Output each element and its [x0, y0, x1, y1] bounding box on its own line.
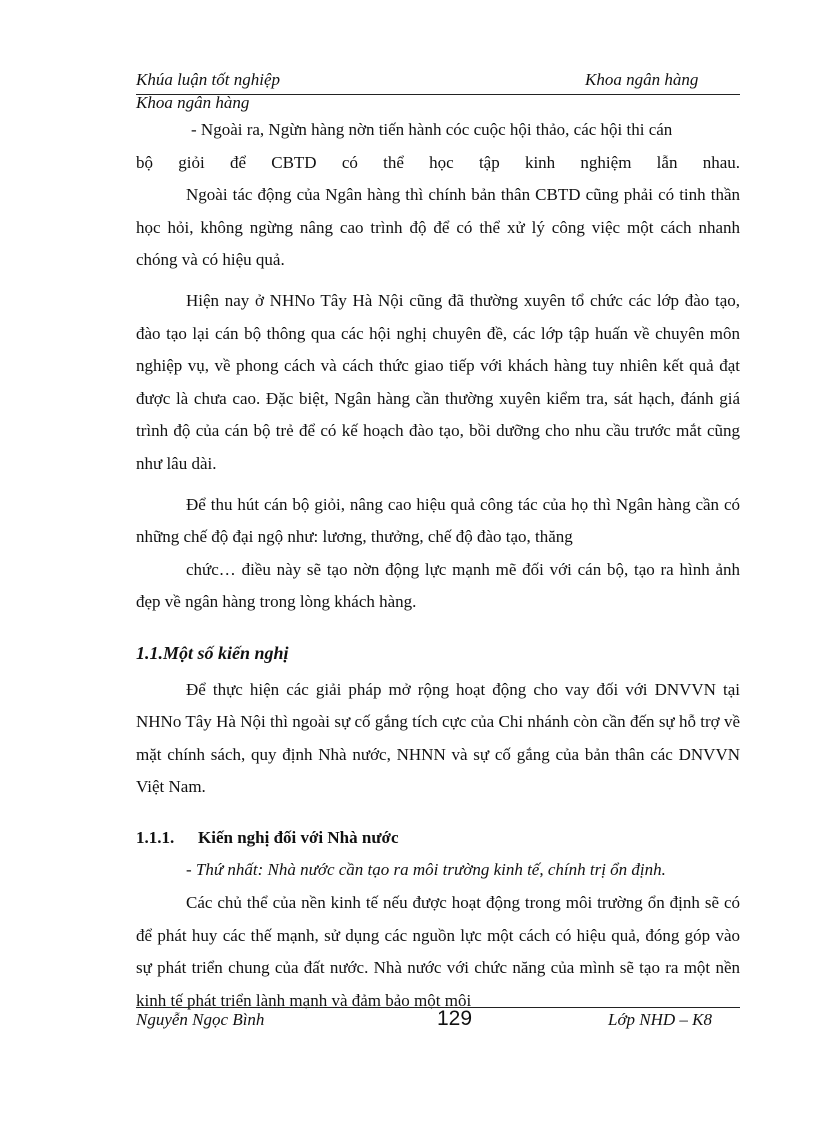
header-faculty: Khoa ngân hàng: [585, 70, 699, 89]
subsection-title: Kiến nghị đối với Nhà nước: [198, 827, 399, 847]
paragraph-5: Để thực hiện các giải pháp mở rộng hoạt động cho vay đối với DNVVN tại NHNo Tây Hà Nội thì ngoài sự cố gắng tích cực của Chi nhánh còn cần đến sự hỗ trợ về mặt chính sách, quy định Nhà nước, NHNN và sự cố gắng của bản thân các DNVVN Việt Nam.: [136, 679, 740, 797]
paragraph-4: Để thu hút cán bộ giỏi, nâng cao hiệu quả công tác của họ thì Ngân hàng cần có những chế độ đại ngộ như: lương, thưởng, chế độ đào tạo, thăng: [136, 494, 740, 547]
paragraph-3: Hiện nay ở NHNo Tây Hà Nội cũng đã thường xuyên tổ chức các lớp đào tạo, đào tạo lại cán bộ thông qua các hội nghị chuyên đề, các lớp tập huấn về chuyên môn nghiệp vụ, về phong cách và cách thức giao tiếp với khách hàng tuy nhiên kết quả đạt được là chưa cao. Đặc biệt, Ngân hàng cần thường xuyên kiểm tra, sát hạch, đánh giá trình độ của cán bộ trẻ để có kế hoạch đào tạo, bồi dưỡng cho nhu cầu trước mắt cũng như lâu dài.: [136, 290, 740, 473]
paragraph-1-line-1: - Ngoài ra, Ngừn hàng nờn tiến hành cóc cuộc hội thảo, các hội thi cán: [191, 120, 673, 139]
page-number: 129: [437, 1007, 473, 1030]
footer-class: Lớp NHD – K8: [608, 1010, 713, 1029]
paragraph-7: Các chủ thể của nền kinh tế nếu được hoạt động trong môi trường ổn định sẽ có để phát huy các thế mạnh, sử dụng các nguồn lực một cách có hiệu quả, đóng góp vào sự phát triển chung của đất nước. Nhà nước với chức năng của mình sẽ tạo ra một nền kinh tế phát triển lành mạnh và đảm bảo một môi: [136, 893, 740, 1010]
section-heading: 1.1.Một số kiến nghị: [136, 642, 289, 663]
paragraph-6: - Thứ nhất: Nhà nước cần tạo ra môi trường kinh tế, chính trị ổn định.: [186, 860, 666, 880]
subsection-number: 1.1.1.: [136, 827, 175, 847]
paragraph-4-continued: chức… điều này sẽ tạo nờn động lực mạnh mẽ đối với cán bộ, tạo ra hình ảnh đẹp về ngân hàng trong lòng khách hàng.: [136, 559, 740, 612]
header-faculty-sub: Khoa ngân hàng: [136, 93, 250, 112]
header-thesis-title: Khúa luận tốt nghiệp: [136, 70, 281, 89]
subsection-heading: [136, 822, 740, 855]
document-body: [136, 114, 740, 1017]
footer-author: Nguyễn Ngọc Bình: [136, 1010, 265, 1029]
paragraph-1-line-2: bộ giỏi để CBTD có thể học tập kinh nghiệm lẫn nhau.: [136, 152, 740, 172]
paragraph-2: Ngoài tác động của Ngân hàng thì chính bản thân CBTD cũng phải có tinh thần học hỏi, không ngừng nâng cao trình độ để có thể xử lý công việc một cách nhanh chóng và có hiệu quả.: [136, 185, 740, 270]
